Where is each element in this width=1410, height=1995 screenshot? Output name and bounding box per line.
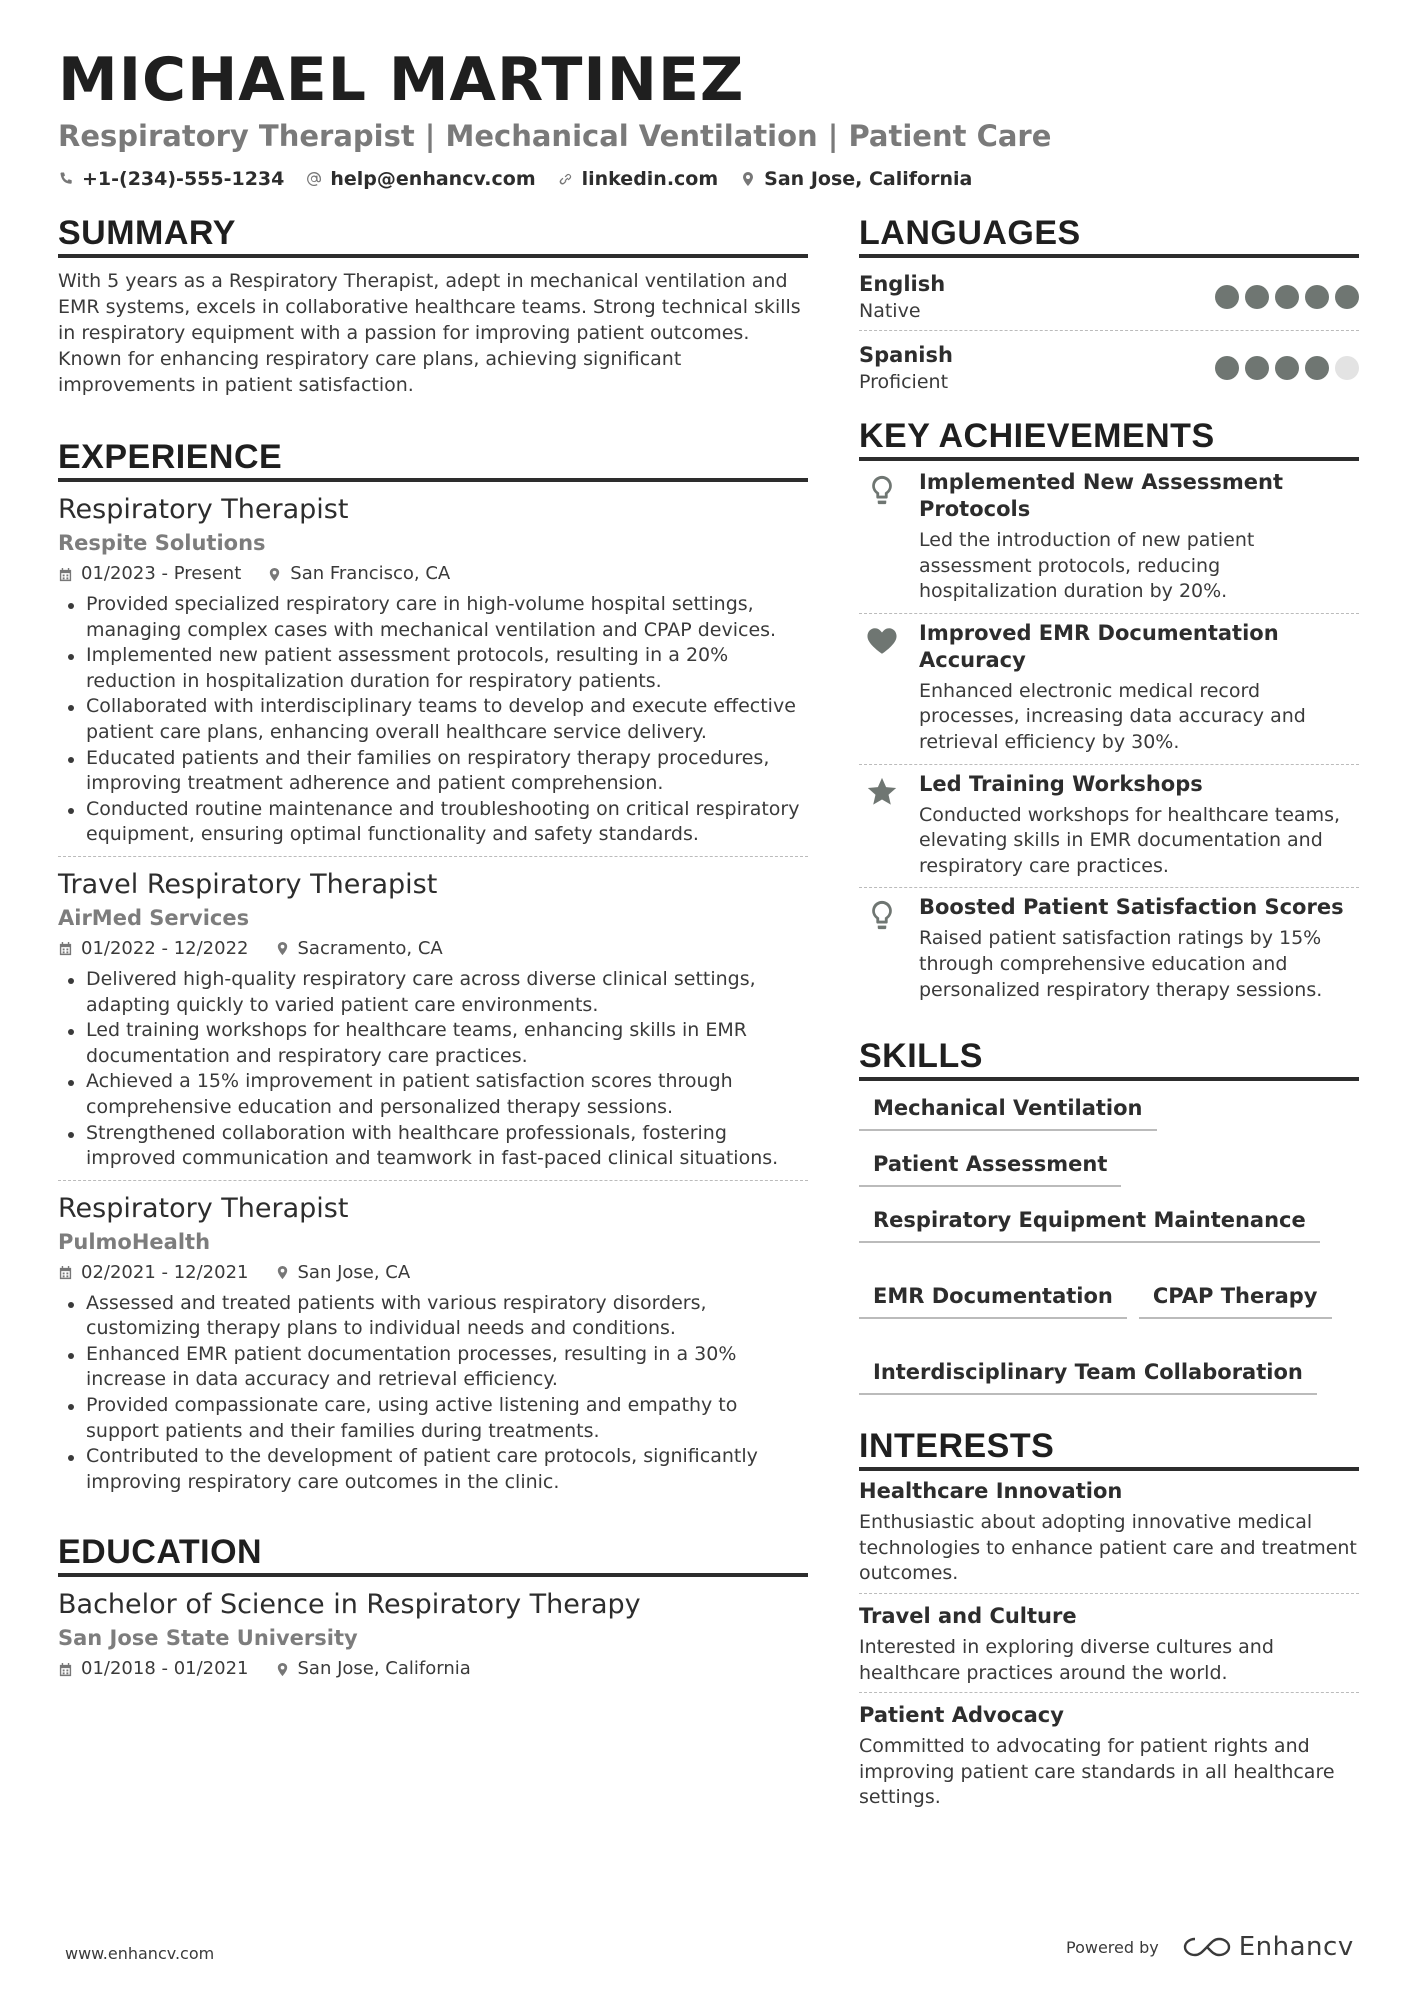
achievement-item xyxy=(859,765,1359,889)
rating-dot xyxy=(1305,285,1329,309)
job-entry xyxy=(58,1191,808,1504)
company-name: PulmoHealth xyxy=(58,1229,211,1254)
brand-name: Enhancv xyxy=(1238,1932,1354,1962)
job-bullets xyxy=(58,967,808,1172)
education-dates xyxy=(58,1655,249,1683)
company-name: Respite Solutions xyxy=(58,531,266,555)
achievement-title: Improved EMR Documentation Accuracy xyxy=(919,620,1279,672)
language-name: Spanish xyxy=(859,343,953,367)
at-icon xyxy=(306,171,322,187)
job-location-text: San Francisco, CA xyxy=(290,563,451,584)
email-text: help@enhancv.com xyxy=(330,168,536,190)
candidate-tagline: Respiratory Therapist | Mechanical Ventilation | Patient Care xyxy=(58,119,1052,153)
rating-dot xyxy=(1275,285,1299,309)
summary-text: With 5 years as a Respiratory Therapist, adept in mechanical ventilation and EMR systems, excels in collaborative healthcare teams. Strong technical skills in respiratory equipment with a passion for improving patient outcomes. Known for enhancing respiratory care plans, achieving significant improvements in patient satisfaction. xyxy=(58,270,801,396)
rating-dot xyxy=(1245,285,1269,309)
footer-website[interactable]: www.enhancv.com xyxy=(65,1944,215,1963)
job-location xyxy=(275,1259,411,1287)
job-bullet: Provided compassionate care, using active listening and empathy to support patients and their families during treatments. xyxy=(58,1393,808,1444)
lightbulb-icon xyxy=(865,898,899,932)
contact-phone[interactable] xyxy=(58,168,284,190)
education-heading: EDUCATION xyxy=(58,1531,808,1577)
location-pin-icon xyxy=(740,171,756,187)
job-bullet: Achieved a 15% improvement in patient satisfaction scores through comprehensive education and personalized therapy sessions. xyxy=(58,1069,808,1120)
job-dates-text: 01/2022 - 12/2022 xyxy=(81,937,249,959)
skill-tag: Mechanical Ventilation xyxy=(859,1095,1157,1131)
interest-title: Patient Advocacy xyxy=(859,1703,1064,1728)
job-bullet: Provided specialized respiratory care in high-volume hospital settings, managing complex cases with mechanical ventilation and CPAP devices. xyxy=(58,592,808,643)
job-bullet: Led training workshops for healthcare teams, enhancing skills in EMR documentation and respiratory care practices. xyxy=(58,1018,808,1069)
experience-heading: EXPERIENCE xyxy=(58,436,808,482)
rating-dot xyxy=(1215,356,1239,380)
achievement-icon xyxy=(859,894,905,1003)
job-bullet: Strengthened collaboration with healthcare professionals, fostering improved communication and teamwork in fast-paced clinical situations. xyxy=(58,1121,808,1172)
interest-title: Travel and Culture xyxy=(859,1603,1077,1628)
education-dates-text: 01/2018 - 01/2021 xyxy=(81,1658,249,1680)
phone-icon xyxy=(58,171,74,187)
link-icon xyxy=(558,171,574,187)
achievement-body xyxy=(919,469,1359,605)
rating-dot xyxy=(1275,356,1299,380)
achievement-title: Led Training Workshops xyxy=(919,771,1203,796)
interests-section xyxy=(859,1425,1359,1817)
achievement-description: Conducted workshops for healthcare teams, elevating skills in EMR documentation and respiratory care practices. xyxy=(919,803,1341,877)
job-location-text: Sacramento, CA xyxy=(297,937,443,959)
achievement-description: Raised patient satisfaction ratings by 15% through comprehensive education and personalized respiratory therapy sessions. xyxy=(919,927,1323,1001)
language-level: Proficient xyxy=(859,371,949,393)
achievement-body xyxy=(919,894,1359,1003)
candidate-name: MICHAEL MARTINEZ xyxy=(58,45,745,115)
proficiency-rating xyxy=(1215,285,1359,309)
linkedin-text: linkedin.com xyxy=(581,168,719,190)
job-title: Respiratory Therapist xyxy=(58,494,349,525)
proficiency-rating xyxy=(1215,356,1359,380)
job-dates xyxy=(58,935,249,963)
job-list xyxy=(58,492,808,1503)
job-meta xyxy=(58,935,808,963)
job-meta xyxy=(58,1259,808,1287)
rating-dot xyxy=(1305,356,1329,380)
interest-item xyxy=(859,1475,1359,1594)
degree-title: Bachelor of Science in Respiratory Therapy xyxy=(58,1589,641,1621)
job-title: Travel Respiratory Therapist xyxy=(58,868,438,900)
contact-location xyxy=(740,168,972,190)
calendar-icon xyxy=(58,941,73,956)
interest-description: Interested in exploring diverse cultures and healthcare practices around the world. xyxy=(859,1635,1274,1684)
location-pin-icon xyxy=(275,1265,290,1280)
interest-list xyxy=(859,1475,1359,1817)
achievement-title: Implemented New Assessment Protocols xyxy=(919,470,1284,521)
skill-tag: Patient Assessment xyxy=(859,1151,1121,1187)
rating-dot xyxy=(1245,356,1269,380)
job-entry xyxy=(58,492,808,857)
job-bullet: Delivered high-quality respiratory care across diverse clinical settings, adapting quickly to varied patient care environments. xyxy=(58,967,808,1018)
enhancv-logo-icon xyxy=(1183,1935,1231,1959)
footer-branding xyxy=(1066,1932,1354,1962)
skills-section xyxy=(859,1035,1359,1395)
job-dates-text: 01/2023 - Present xyxy=(81,563,242,584)
powered-by-label: Powered by xyxy=(1066,1937,1159,1957)
skill-list xyxy=(859,1095,1359,1395)
interests-heading: INTERESTS xyxy=(859,1425,1359,1471)
job-dates xyxy=(58,1259,249,1287)
achievement-item xyxy=(859,888,1359,1011)
education-meta xyxy=(58,1655,808,1683)
achievement-item xyxy=(859,463,1359,614)
job-bullet: Implemented new patient assessment protocols, resulting in a 20% reduction in hospitalization duration for respiratory patients. xyxy=(58,643,808,694)
language-info xyxy=(859,341,953,395)
language-info xyxy=(859,270,945,324)
education-location xyxy=(275,1655,471,1683)
languages-heading: LANGUAGES xyxy=(859,212,1359,258)
job-bullet: Collaborated with interdisciplinary teams to develop and execute effective patient care plans, enhancing overall healthcare service delivery. xyxy=(58,694,808,745)
brand-logo[interactable] xyxy=(1183,1932,1354,1962)
location-pin-icon xyxy=(267,567,282,582)
calendar-icon xyxy=(58,1662,73,1677)
language-list xyxy=(859,268,1359,401)
contact-linkedin[interactable] xyxy=(558,168,719,190)
language-level: Native xyxy=(859,300,921,322)
job-location xyxy=(267,560,450,588)
job-location xyxy=(275,935,443,963)
skills-heading: SKILLS xyxy=(859,1035,1359,1081)
education-section xyxy=(58,1531,808,1683)
achievements-heading: KEY ACHIEVEMENTS xyxy=(859,415,1359,461)
language-row xyxy=(859,268,1359,331)
job-entry xyxy=(58,867,808,1181)
interest-description: Enthusiastic about adopting innovative medical technologies to enhance patient care and treatment outcomes. xyxy=(859,1511,1357,1585)
achievement-icon xyxy=(859,771,905,880)
achievement-description: Led the introduction of new patient assessment protocols, reducing hospitalization duration by 20%. xyxy=(919,529,1255,603)
education-location-text: San Jose, California xyxy=(297,1658,471,1680)
skill-tag: CPAP Therapy xyxy=(1139,1283,1332,1319)
skill-tag: Interdisciplinary Team Collaboration xyxy=(859,1359,1317,1395)
left-column xyxy=(58,212,808,1683)
language-row xyxy=(859,339,1359,401)
job-bullet: Assessed and treated patients with various respiratory disorders, customizing therapy plans to individual needs and conditions. xyxy=(58,1291,808,1342)
school-name: San Jose State University xyxy=(58,1626,358,1651)
rating-dot xyxy=(1335,285,1359,309)
job-meta xyxy=(58,560,808,588)
company-name: AirMed Services xyxy=(58,905,250,930)
location-pin-icon xyxy=(275,1662,290,1677)
lightbulb-icon xyxy=(865,473,899,507)
achievement-item xyxy=(859,614,1359,765)
experience-section xyxy=(58,436,808,1503)
location-text: San Jose, California xyxy=(764,168,973,190)
right-column xyxy=(859,212,1359,1823)
language-name: English xyxy=(859,272,946,296)
resume-header xyxy=(58,44,1358,190)
location-pin-icon xyxy=(275,941,290,956)
rating-dot xyxy=(1335,356,1359,380)
summary-section xyxy=(58,212,808,398)
skill-tag: Respiratory Equipment Maintenance xyxy=(859,1207,1320,1243)
languages-section xyxy=(859,212,1359,401)
rating-dot xyxy=(1215,285,1239,309)
calendar-icon xyxy=(58,1265,73,1280)
interest-title: Healthcare Innovation xyxy=(859,1479,1123,1504)
interest-item xyxy=(859,1600,1359,1693)
contact-email[interactable] xyxy=(306,168,535,190)
calendar-icon xyxy=(58,567,73,582)
skill-tag: EMR Documentation xyxy=(859,1283,1127,1319)
job-bullet: Contributed to the development of patient care protocols, significantly improving respiratory care outcomes in the clinic. xyxy=(58,1444,808,1495)
job-dates-text: 02/2021 - 12/2021 xyxy=(81,1261,249,1283)
summary-heading: SUMMARY xyxy=(58,212,808,258)
achievement-description: Enhanced electronic medical record processes, increasing data accuracy and retrieval efficiency by 30%. xyxy=(919,679,1306,753)
job-location-text: San Jose, CA xyxy=(297,1261,411,1283)
star-icon xyxy=(865,775,899,809)
achievement-icon xyxy=(859,469,905,605)
achievement-title: Boosted Patient Satisfaction Scores xyxy=(919,895,1344,920)
job-bullets xyxy=(58,592,808,848)
phone-text: +1-(234)-555-1234 xyxy=(82,168,285,190)
interest-description: Committed to advocating for patient rights and improving patient care standards in all healthcare settings. xyxy=(859,1735,1335,1809)
job-bullet: Educated patients and their families on respiratory therapy procedures, improving treatment adherence and patient comprehension. xyxy=(58,746,808,797)
heart-icon xyxy=(865,624,899,658)
achievement-icon xyxy=(859,620,905,756)
job-bullet: Conducted routine maintenance and troubleshooting on critical respiratory equipment, ensuring optimal functionality and safety standards. xyxy=(58,797,808,848)
job-dates xyxy=(58,560,241,588)
job-title: Respiratory Therapist xyxy=(58,1192,349,1224)
achievement-list xyxy=(859,463,1359,1011)
achievements-section xyxy=(859,415,1359,1011)
job-bullet: Enhanced EMR patient documentation processes, resulting in a 30% increase in data accuracy and retrieval efficiency. xyxy=(58,1342,808,1393)
achievement-body xyxy=(919,620,1359,756)
interest-item xyxy=(859,1699,1359,1817)
job-bullets xyxy=(58,1291,808,1496)
achievement-body xyxy=(919,771,1359,880)
contact-bar xyxy=(58,168,1358,190)
